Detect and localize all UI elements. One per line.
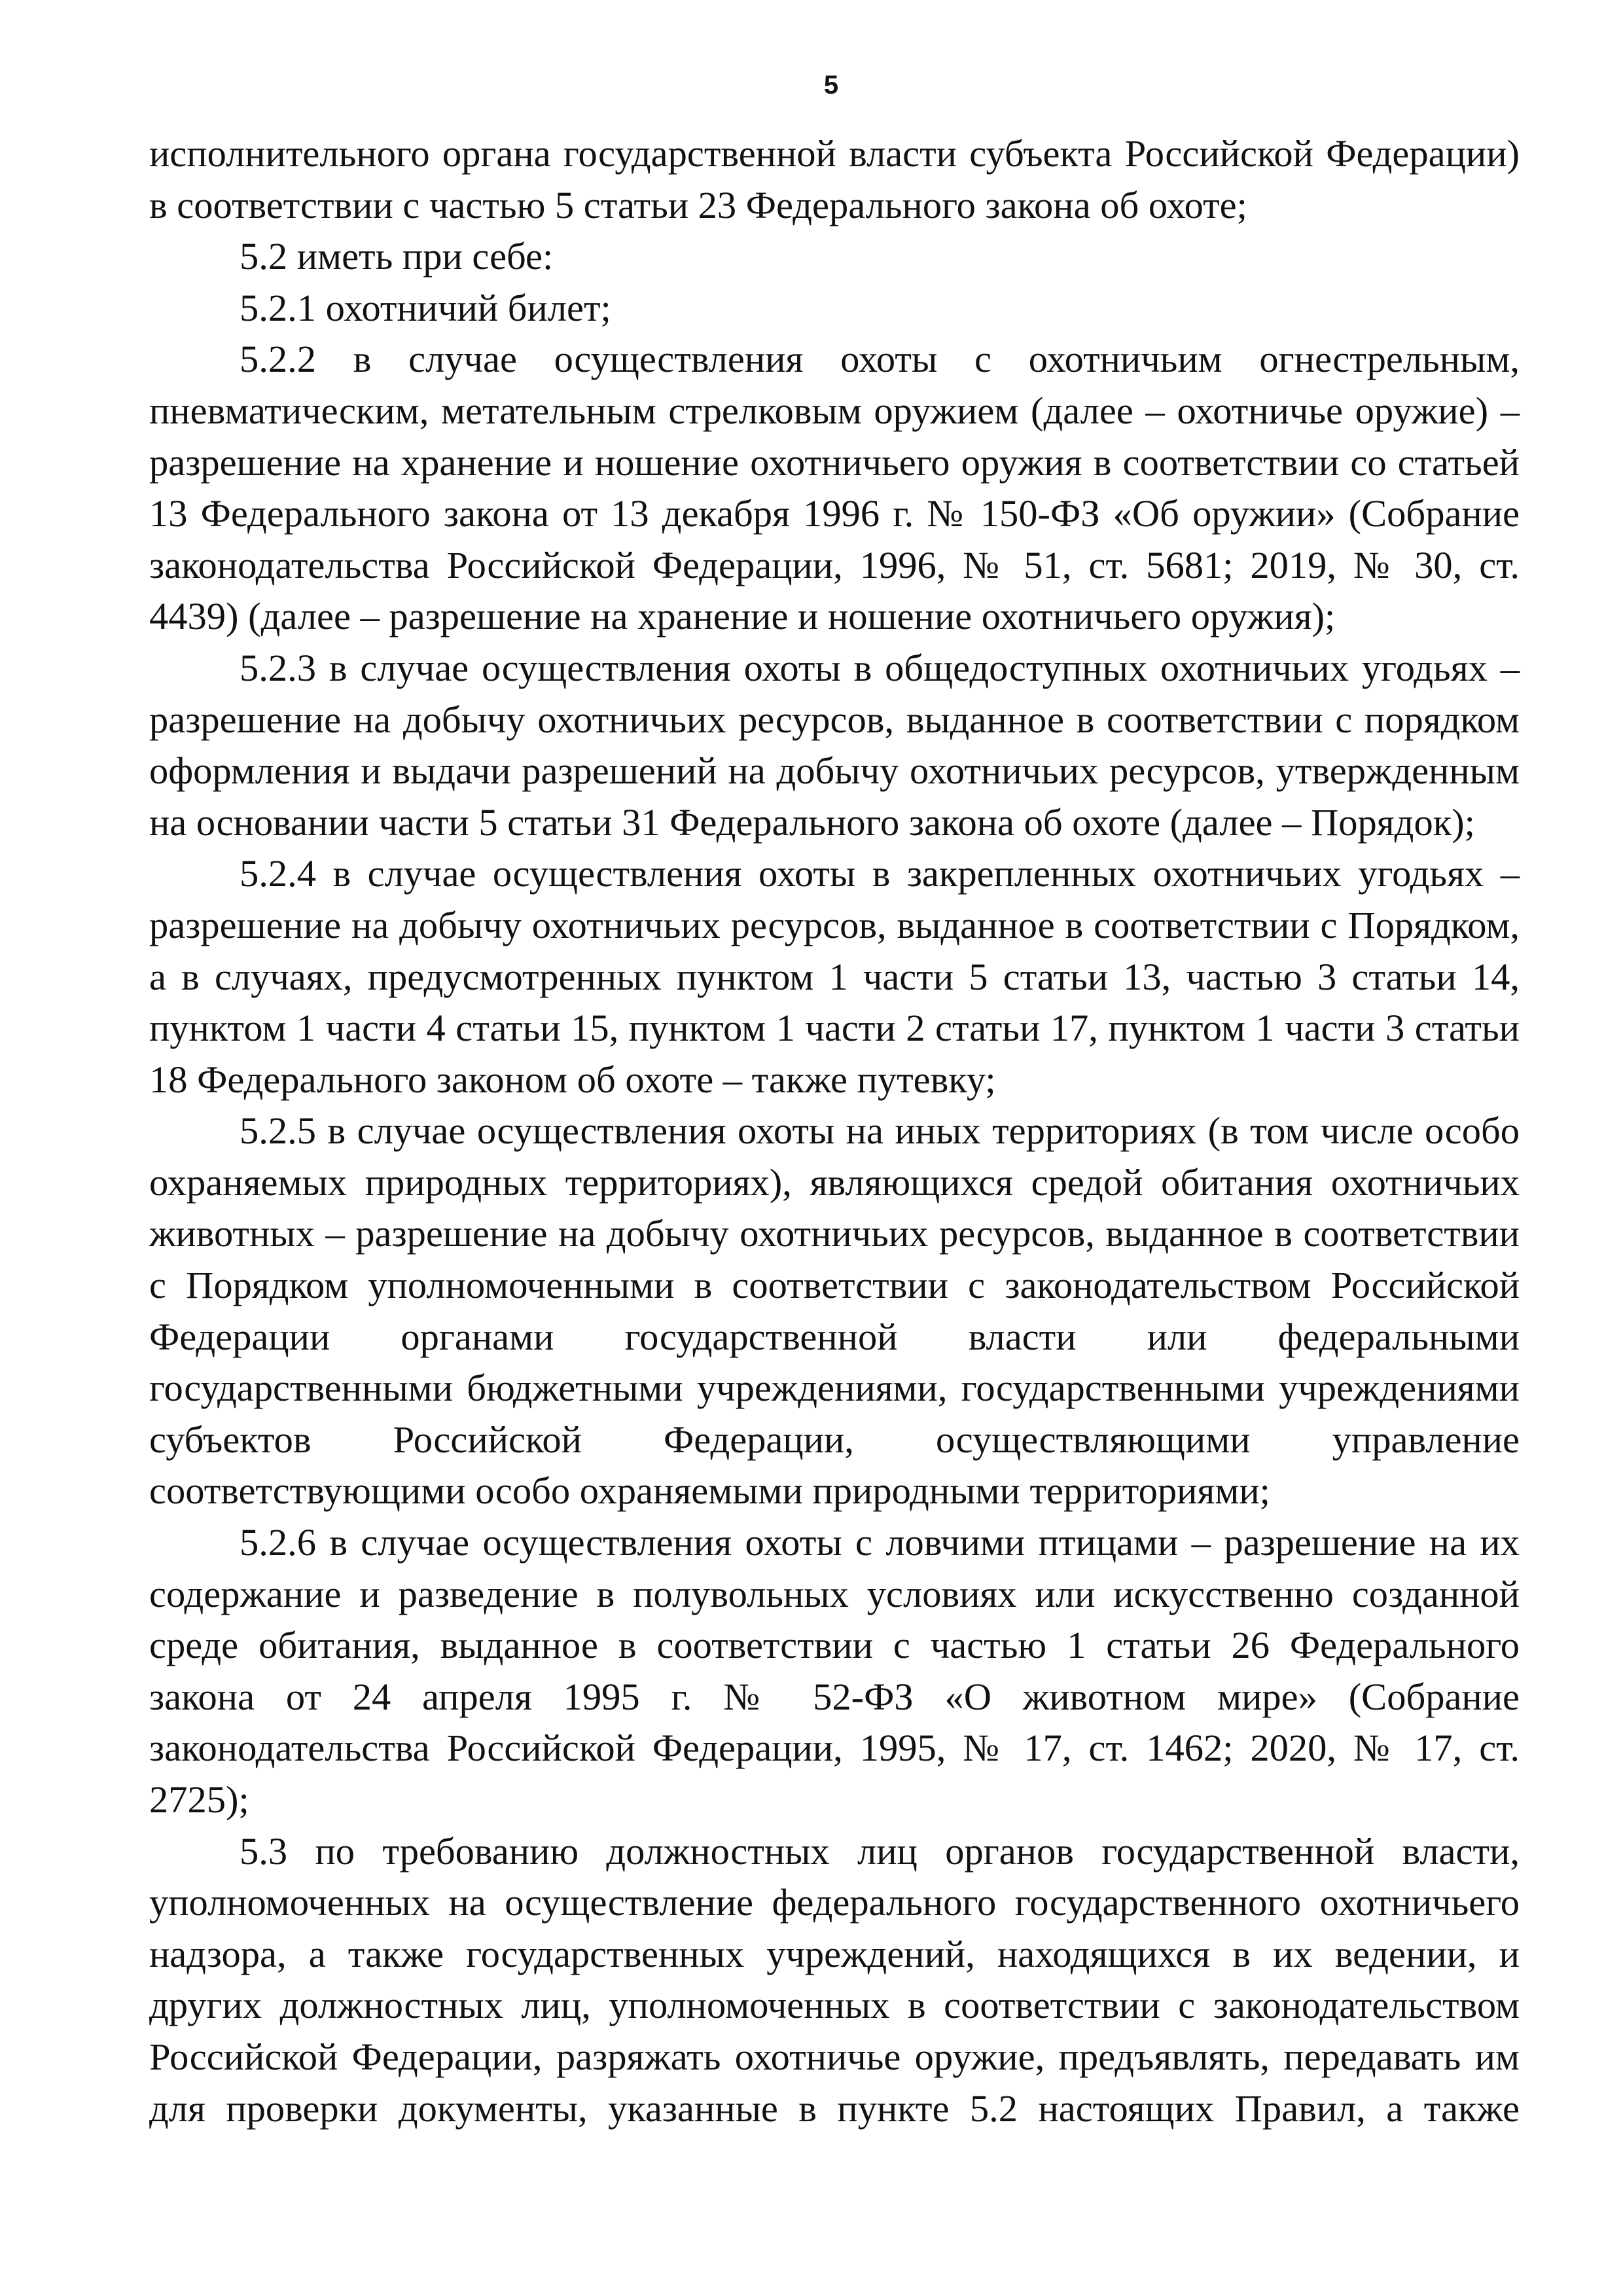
paragraph-5-2-6: 5.2.6 в случае осуществления охоты с ловчими птицами – разрешение на их содержание и разведение в полувольных условиях или искусственно созданной среде обитания, выданное в соответствии с частью 1 статьи 26 Федерального закона от 24 апреля 1995 г. № 52-ФЗ «О животном мире» (Собрание законодательства Российской Федерации, 1995, № 17, ст. 1462; 2020, № 17, ст. 2725); [149,1521,1520,1821]
paragraph-5-2-4: 5.2.4 в случае осуществления охоты в закрепленных охотничьих угодьях – разрешение на добычу охотничьих ресурсов, выданное в соответствии с Порядком, а в случаях, предусмотренных пунктом 1 части 5 статьи 13, частью 3 статьи 14, пунктом 1 части 4 статьи 15, пунктом 1 части 2 статьи 17, пунктом 1 части 3 статьи 18 Федерального законом об охоте – также путевку; [149,852,1520,1101]
paragraph-5-3: 5.3 по требованию должностных лиц органов государственной власти, уполномоченных на осуществление федерального государственного охотничьего надзора, а также государственных учреждений, находящихся в их ведении, и других должностных лиц, уполномоченных в соответствии с законодательством Российской Федерации, разряжать охотничье оружие, предъявлять, передавать им для проверки документы, указанные в пункте 5.2 настоящих Правил, а также [149,1829,1520,2130]
paragraph-continuation: исполнительного органа государственной власти субъекта Российской Федерации) в соответствии с частью 5 статьи 23 Федерального закона об охоте; [149,132,1520,226]
paragraph-5-2-2: 5.2.2 в случае осуществления охоты с охотничьим огнестрельным, пневматическим, метательным стрелковым оружием (далее – охотничье оружие) – разрешение на хранение и ношение охотничьего оружия в соответствии со статьей 13 Федерального закона от 13 декабря 1996 г. № 150-ФЗ «Об оружии» (Собрание законодательства Российской Федерации, 1996, № 51, ст. 5681; 2019, № 30, ст. 4439) (далее – разрешение на хранение и ношение охотничьего оружия); [149,338,1520,638]
paragraph-5-2: 5.2 иметь при себе: [240,235,554,278]
paragraph-5-2-1: 5.2.1 охотничий билет; [240,286,611,329]
paragraph-5-2-5: 5.2.5 в случае осуществления охоты на иных территориях (в том числе особо охраняемых природных территориях), являющихся средой обитания охотничьих животных – разрешение на добычу охотничьих ресурсов, выданное в соответствии с Порядком уполномоченными в соответствии с законодательством Российской Федерации органами государственной власти или федеральными государственными бюджетными учреждениями, государственными учреждениями субъектов Российской Федерации, осуществляющими управление соответствующими особо охраняемыми природными территориями; [149,1109,1520,1513]
document-body [149,128,1520,2134]
page-number: 5 [823,71,839,99]
paragraph-5-2-3: 5.2.3 в случае осуществления охоты в общедоступных охотничьих угодьях – разрешение на добычу охотничьих ресурсов, выданное в соответствии с порядком оформления и выдачи разрешений на добычу охотничьих ресурсов, утвержденным на основании части 5 статьи 31 Федерального закона об охоте (далее – Порядок); [149,646,1520,844]
